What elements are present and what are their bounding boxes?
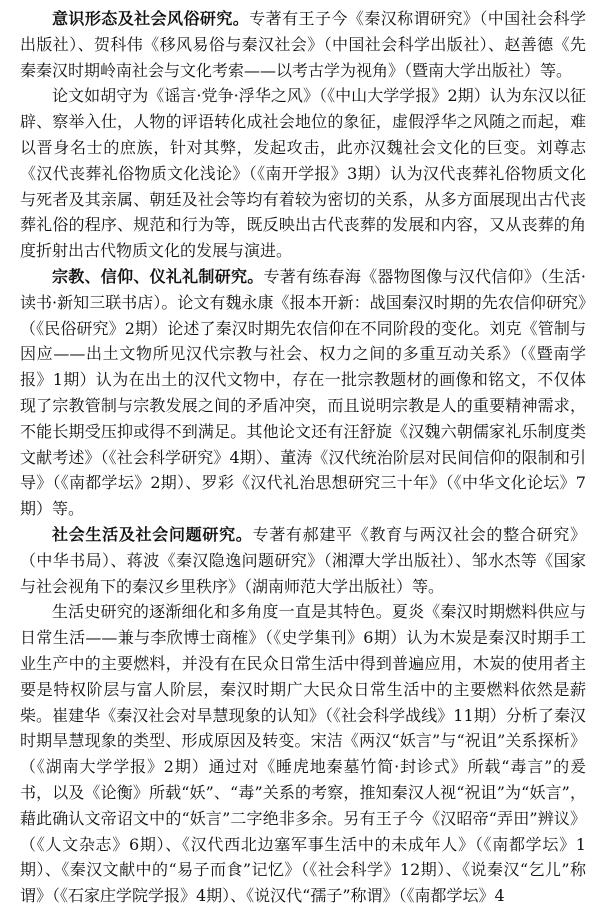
paragraph-social-life xyxy=(20,522,586,599)
paragraph-text: 专著有王子今《秦汉称谓研究》（中国社会科学出版社）、贺科伟《移风易俗与秦汉社会》（中国社会科学出版社）、赵善德《先秦秦汉时期岭南社会与文化考索——以考古学为视角》（暨南大学出版社）等。 xyxy=(20,9,586,80)
paragraph-text: 专著有练春海《器物图像与汉代信仰》（生活·读书·新知三联书店）。论文有魏永康《报本开新：战国秦汉时期的先农信仰研究》（《民俗研究》2期）论述了秦汉时期先农信仰在不同阶段的变化。刘克《管制与因应——出土文物所见汉代宗教与社会、权力之间的多重互动关系》（《暨南学报》1期）认为在出土的汉代文物中，存在一批宗教题材的画像和铭文，不仅体现了宗教管制与宗教发展之间的矛盾冲突，而且说明宗教是人的重要精神需求，不能长期受压抑或得不到满足。其他论文还有汪舒旋《汉魏六朝儒家礼乐制度类文献考述》（《社会科学研究》4期）、董涛《汉代统治阶层对民间信仰的限制和引导》（《南都学坛》2期）、罗彩《汉代礼治思想研究三十年》（《中华文化论坛》7期）等。 xyxy=(20,266,586,519)
paragraph-religion-ritual xyxy=(20,264,586,522)
section-heading-religion-ritual: 宗教、信仰、仪礼礼制研究。 xyxy=(52,266,264,286)
paragraph-ideology-papers xyxy=(20,83,586,264)
paragraph-text: 专著有郝建平《教育与两汉社会的整合研究》（中华书局）、蒋波《秦汉隐逸问题研究》（湘潭大学出版社）、邹水杰等《国家与社会视角下的秦汉乡里秩序》（湖南师范大学出版社）等。 xyxy=(20,524,586,596)
document-page xyxy=(20,6,586,909)
section-heading-ideology-customs: 意识形态及社会风俗研究。 xyxy=(52,9,250,28)
section-heading-social-life: 社会生活及社会问题研究。 xyxy=(52,524,253,544)
paragraph-ideology-customs xyxy=(20,6,586,83)
paragraph-text: 论文如胡守为《谣言·党争·浮华之风》（《中山大学学报》2期）认为东汉以征辟、察举入仕，人物的评语转化成社会地位的象征，虚假浮华之风随之而起，难以晋身名士的庶族，针对其弊，发起攻击，此亦汉魏社会文化的巨变。刘尊志《汉代丧葬礼俗物质文化浅论》（《南开学报》3期）认为汉代丧葬礼俗物质文化与死者及其亲属、朝廷及社会等均有着较为密切的关系，从多方面展现出古代丧葬礼俗的程序、规范和行为等，既反映出古代丧葬的发展和内容，又从丧葬的角度折射出古代物质文化的发展与演进。 xyxy=(20,86,586,261)
paragraph-life-history xyxy=(20,599,586,909)
paragraph-text: 生活史研究的逐渐细化和多角度一直是其特色。夏炎《秦汉时期燃料供应与日常生活——兼与李欣博士商榷》（《史学集刊》6期）认为木炭是秦汉时期手工业生产中的主要燃料，并没有在民众日常生活中得到普遍应用，木炭的使用者主要是特权阶层与富人阶层，秦汉时期广大民众日常生活中的主要燃料依然是薪柴。崔建华《秦汉社会对旱慧现象的认知》（《社会科学战线》11期）分析了秦汉时期旱慧现象的类型、形成原因及转变。宋洁《两汉“妖言”与“祝诅”关系探析》（《湖南大学学报》2期）通过对《睡虎地秦墓竹简·封诊式》所载“毒言”的爰书，以及《论衡》所载“妖”、“毒”关系的考察，推知秦汉人视“祝诅”为“妖言”，藉此确认文帝诏文中的“妖言”二字绝非多余。另有王子今《汉昭帝“弄田”辨议》（《人文杂志》6期）、《汉代西北边塞军事生活中的未成年人》（《南都学坛》1期）、《秦汉文献中的“易子而食”记忆》（《社会科学》12期）、《说秦汉“乞儿”称谓》（《石家庄学院学报》4期）、《说汉代“孺子”称谓》（《南都学坛》4 xyxy=(20,602,586,906)
